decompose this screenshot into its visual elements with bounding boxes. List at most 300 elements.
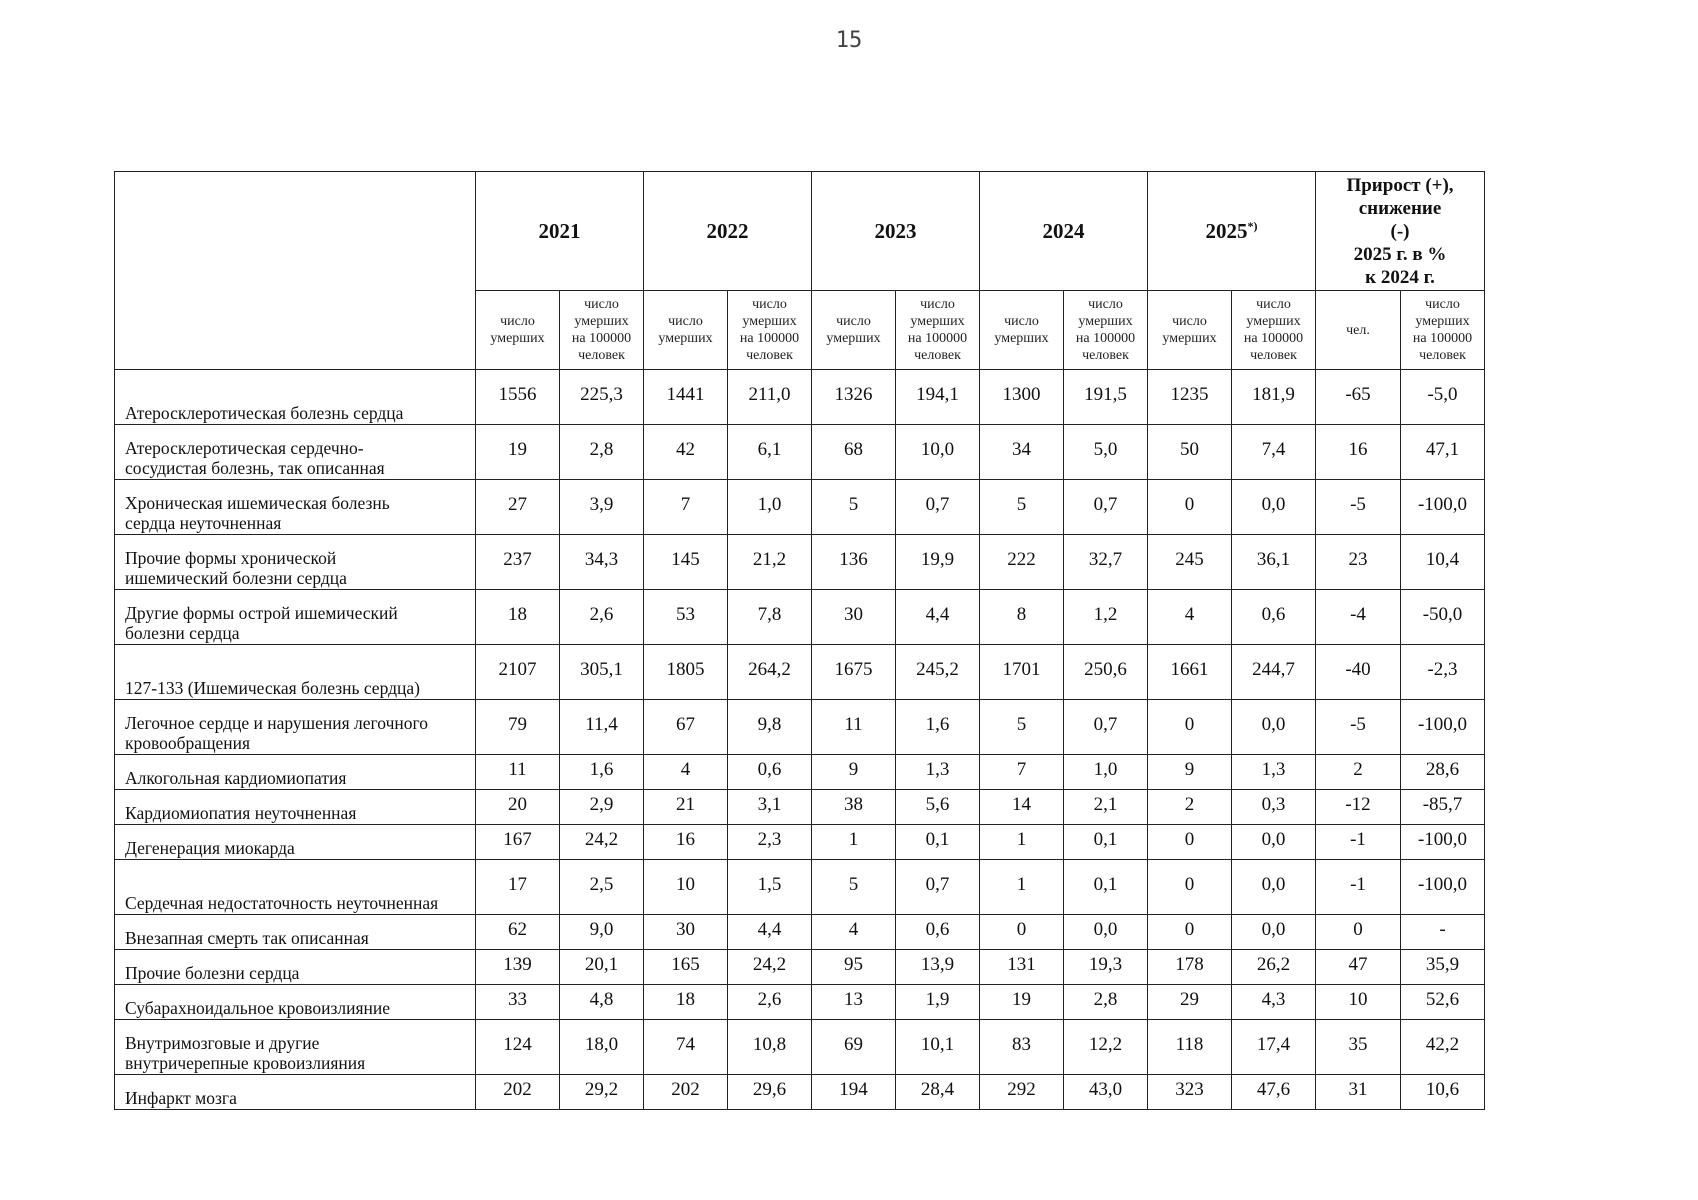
value-cell: - — [1401, 915, 1485, 950]
table-row — [115, 370, 1485, 425]
value-cell: 191,5 — [1064, 370, 1148, 425]
subheader-rate-per-100000-line: человек — [578, 348, 625, 363]
subheader-deaths-line: умерших — [1162, 331, 1217, 346]
value-cell: 2,6 — [560, 590, 644, 645]
value-cell: 2,9 — [560, 790, 644, 825]
row-label — [115, 1075, 476, 1110]
value-cell: 29 — [1148, 985, 1232, 1020]
row-label-line: сосудистая болезнь, так описанная — [125, 458, 385, 478]
subheader-rate-per-100000 — [1401, 291, 1485, 370]
value-cell: 50 — [1148, 425, 1232, 480]
value-cell: 124 — [476, 1020, 560, 1075]
value-cell: 225,3 — [560, 370, 644, 425]
subheader-deaths-line: число — [1172, 314, 1207, 329]
value-cell: -12 — [1316, 790, 1401, 825]
value-cell: 1,0 — [1064, 755, 1148, 790]
value-cell: 0,1 — [896, 825, 980, 860]
value-cell: 0 — [1148, 860, 1232, 915]
value-cell: 19 — [476, 425, 560, 480]
value-cell: 244,7 — [1232, 645, 1316, 700]
subheader-deaths — [1148, 291, 1232, 370]
subheader-rate-per-100000-line: на 100000 — [907, 331, 968, 346]
table-row — [115, 425, 1485, 480]
table-row — [115, 590, 1485, 645]
row-label — [115, 1020, 476, 1075]
row-label — [115, 370, 476, 425]
row-label — [115, 790, 476, 825]
value-cell: 202 — [476, 1075, 560, 1110]
value-cell: 0 — [980, 915, 1064, 950]
value-cell: 0,0 — [1064, 915, 1148, 950]
value-cell: 68 — [812, 425, 896, 480]
value-cell: 139 — [476, 950, 560, 985]
subheader-rate-per-100000-line: умерших — [574, 314, 629, 329]
value-cell: 43,0 — [1064, 1075, 1148, 1110]
row-label — [115, 825, 476, 860]
row-label-line: Алкогольная кардиомиопатия — [125, 768, 347, 788]
row-label-line: Сердечная недостаточность неуточненная — [125, 893, 439, 913]
value-cell: 7,8 — [728, 590, 812, 645]
value-cell: -1 — [1316, 825, 1401, 860]
value-cell: -100,0 — [1401, 825, 1485, 860]
value-cell: 12,2 — [1064, 1020, 1148, 1075]
value-cell: 17 — [476, 860, 560, 915]
row-label — [115, 950, 476, 985]
subheader-rate-per-100000-line: человек — [914, 348, 961, 363]
row-label — [115, 755, 476, 790]
year-header-2025 — [1148, 172, 1316, 291]
value-cell: 5,6 — [896, 790, 980, 825]
value-cell: 2,5 — [560, 860, 644, 915]
value-cell: 34,3 — [560, 535, 644, 590]
growth-header-line: Прирост (+), — [1346, 174, 1454, 196]
value-cell: 2,1 — [1064, 790, 1148, 825]
value-cell: 1,6 — [896, 700, 980, 755]
value-cell: 9 — [812, 755, 896, 790]
growth-header — [1316, 172, 1485, 291]
subheader-rate-per-100000-line: на 100000 — [1243, 331, 1304, 346]
value-cell: 1556 — [476, 370, 560, 425]
value-cell: 0,0 — [1232, 915, 1316, 950]
value-cell: 31 — [1316, 1075, 1401, 1110]
value-cell: 2,8 — [560, 425, 644, 480]
row-label — [115, 480, 476, 535]
row-label — [115, 645, 476, 700]
value-cell: 0 — [1148, 915, 1232, 950]
value-cell: 10,8 — [728, 1020, 812, 1075]
value-cell: 26,2 — [1232, 950, 1316, 985]
row-label-line: Другие формы острой ишемический — [125, 603, 398, 623]
value-cell: 131 — [980, 950, 1064, 985]
value-cell: 222 — [980, 535, 1064, 590]
value-cell: 29,2 — [560, 1075, 644, 1110]
row-label-line: болезни сердца — [125, 623, 240, 643]
value-cell: 10,6 — [1401, 1075, 1485, 1110]
value-cell: 53 — [644, 590, 728, 645]
value-cell: 33 — [476, 985, 560, 1020]
table-row — [115, 1020, 1485, 1075]
table-row — [115, 480, 1485, 535]
value-cell: 62 — [476, 915, 560, 950]
value-cell: 1,2 — [1064, 590, 1148, 645]
row-label-line: Прочие формы хронической — [125, 548, 337, 568]
value-cell: -85,7 — [1401, 790, 1485, 825]
row-label — [115, 425, 476, 480]
value-cell: 245,2 — [896, 645, 980, 700]
subheader-rate-per-100000 — [728, 291, 812, 370]
subheader-rate-per-100000-line: умерших — [742, 314, 797, 329]
value-cell: 4,8 — [560, 985, 644, 1020]
subheader-rate-per-100000-line: умерших — [1078, 314, 1133, 329]
value-cell: 5,0 — [1064, 425, 1148, 480]
row-label — [115, 590, 476, 645]
table-row — [115, 860, 1485, 915]
value-cell: 24,2 — [728, 950, 812, 985]
subheader-persons: чел. — [1316, 291, 1401, 370]
row-label — [115, 860, 476, 915]
value-cell: 5 — [980, 700, 1064, 755]
value-cell: 0,0 — [1232, 860, 1316, 915]
value-cell: 2,6 — [728, 985, 812, 1020]
value-cell: 202 — [644, 1075, 728, 1110]
value-cell: 95 — [812, 950, 896, 985]
value-cell: 194,1 — [896, 370, 980, 425]
value-cell: 7 — [980, 755, 1064, 790]
value-cell: 0,7 — [1064, 480, 1148, 535]
value-cell: 1,5 — [728, 860, 812, 915]
row-label — [115, 915, 476, 950]
value-cell: 0,7 — [896, 480, 980, 535]
value-cell: 145 — [644, 535, 728, 590]
value-cell: 13,9 — [896, 950, 980, 985]
subheader-rate-per-100000-line: на 100000 — [1075, 331, 1136, 346]
value-cell: 2107 — [476, 645, 560, 700]
growth-header-line: 2025 г. в % — [1353, 243, 1447, 265]
value-cell: 3,9 — [560, 480, 644, 535]
row-label-line: Хроническая ишемическая болезнь — [125, 493, 390, 513]
value-cell: 178 — [1148, 950, 1232, 985]
value-cell: 67 — [644, 700, 728, 755]
value-cell: 83 — [980, 1020, 1064, 1075]
value-cell: 10 — [644, 860, 728, 915]
value-cell: 1661 — [1148, 645, 1232, 700]
row-label-line: Атеросклеротическая сердечно- — [125, 438, 364, 458]
row-label-line: кровообращения — [125, 733, 251, 753]
value-cell: 136 — [812, 535, 896, 590]
value-cell: 1 — [980, 825, 1064, 860]
value-cell: -2,3 — [1401, 645, 1485, 700]
value-cell: 21,2 — [728, 535, 812, 590]
subheader-deaths-line: умерших — [826, 331, 881, 346]
subheader-rate-per-100000 — [1064, 291, 1148, 370]
value-cell: 1,0 — [728, 480, 812, 535]
value-cell: 0,6 — [896, 915, 980, 950]
subheader-rate-per-100000-line: умерших — [910, 314, 965, 329]
value-cell: 29,6 — [728, 1075, 812, 1110]
value-cell: -65 — [1316, 370, 1401, 425]
subheader-rate-per-100000-line: число — [920, 297, 955, 312]
year-2025-footnote-mark: *) — [1247, 218, 1258, 233]
value-cell: 0,6 — [728, 755, 812, 790]
value-cell: 0,1 — [1064, 825, 1148, 860]
table-row — [115, 700, 1485, 755]
growth-header-line: снижение — [1358, 197, 1442, 219]
value-cell: 1,9 — [896, 985, 980, 1020]
value-cell: -4 — [1316, 590, 1401, 645]
value-cell: 38 — [812, 790, 896, 825]
mortality-table — [114, 171, 1485, 1110]
value-cell: -5,0 — [1401, 370, 1485, 425]
table-row — [115, 755, 1485, 790]
table-body — [115, 370, 1485, 1110]
row-label-line: Субарахноидальное кровоизлияние — [125, 998, 391, 1018]
value-cell: 1235 — [1148, 370, 1232, 425]
subheader-rate-per-100000-line: на 100000 — [739, 331, 800, 346]
value-cell: 1300 — [980, 370, 1064, 425]
value-cell: 16 — [644, 825, 728, 860]
value-cell: 52,6 — [1401, 985, 1485, 1020]
value-cell: 0,1 — [1064, 860, 1148, 915]
value-cell: -5 — [1316, 480, 1401, 535]
value-cell: 4,4 — [896, 590, 980, 645]
value-cell: 0 — [1148, 700, 1232, 755]
subheader-rate-per-100000 — [1232, 291, 1316, 370]
value-cell: 1,3 — [1232, 755, 1316, 790]
value-cell: 4 — [1148, 590, 1232, 645]
row-label — [115, 535, 476, 590]
value-cell: 0,0 — [1232, 480, 1316, 535]
value-cell: 35,9 — [1401, 950, 1485, 985]
value-cell: 20 — [476, 790, 560, 825]
table-row — [115, 825, 1485, 860]
value-cell: 4 — [644, 755, 728, 790]
value-cell: 1 — [980, 860, 1064, 915]
row-label-line: Дегенерация миокарда — [125, 838, 295, 858]
value-cell: 10,0 — [896, 425, 980, 480]
value-cell: 305,1 — [560, 645, 644, 700]
subheader-deaths-line: число — [1004, 314, 1039, 329]
value-cell: 28,4 — [896, 1075, 980, 1110]
value-cell: 211,0 — [728, 370, 812, 425]
subheader-deaths — [476, 291, 560, 370]
subheader-deaths — [812, 291, 896, 370]
table-row — [115, 915, 1485, 950]
value-cell: -100,0 — [1401, 480, 1485, 535]
row-label-line: Кардиомиопатия неуточненная — [125, 803, 357, 823]
value-cell: 6,1 — [728, 425, 812, 480]
value-cell: 18,0 — [560, 1020, 644, 1075]
value-cell: 167 — [476, 825, 560, 860]
table-row — [115, 950, 1485, 985]
value-cell: 79 — [476, 700, 560, 755]
value-cell: 11 — [812, 700, 896, 755]
subheader-rate-per-100000-line: на 100000 — [571, 331, 632, 346]
year-header-2023: 2023 — [812, 172, 980, 291]
value-cell: 5 — [980, 480, 1064, 535]
value-cell: 9,0 — [560, 915, 644, 950]
value-cell: 4 — [812, 915, 896, 950]
value-cell: 0 — [1316, 915, 1401, 950]
value-cell: 19,3 — [1064, 950, 1148, 985]
value-cell: 2 — [1316, 755, 1401, 790]
value-cell: 0,3 — [1232, 790, 1316, 825]
value-cell: 27 — [476, 480, 560, 535]
subheader-deaths-line: число — [836, 314, 871, 329]
value-cell: 292 — [980, 1075, 1064, 1110]
value-cell: 2 — [1148, 790, 1232, 825]
value-cell: 35 — [1316, 1020, 1401, 1075]
row-label-line: 127-133 (Ишемическая болезнь сердца) — [125, 678, 420, 698]
value-cell: 19 — [980, 985, 1064, 1020]
row-label-line: Внезапная смерть так описанная — [125, 928, 369, 948]
value-cell: 30 — [644, 915, 728, 950]
value-cell: 264,2 — [728, 645, 812, 700]
row-label-line: Внутримозговые и другие — [125, 1033, 320, 1053]
subheader-deaths-line: число — [668, 314, 703, 329]
row-label-line: Инфаркт мозга — [125, 1088, 237, 1108]
value-cell: 14 — [980, 790, 1064, 825]
row-label-line: Прочие болезни сердца — [125, 963, 300, 983]
value-cell: 8 — [980, 590, 1064, 645]
value-cell: 9 — [1148, 755, 1232, 790]
value-cell: 47 — [1316, 950, 1401, 985]
value-cell: 10,1 — [896, 1020, 980, 1075]
value-cell: -5 — [1316, 700, 1401, 755]
value-cell: 28,6 — [1401, 755, 1485, 790]
value-cell: 181,9 — [1232, 370, 1316, 425]
value-cell: 3,1 — [728, 790, 812, 825]
value-cell: -50,0 — [1401, 590, 1485, 645]
value-cell: 250,6 — [1064, 645, 1148, 700]
subheader-rate-per-100000-line: число — [1088, 297, 1123, 312]
table-row — [115, 985, 1485, 1020]
value-cell: 17,4 — [1232, 1020, 1316, 1075]
row-label-line: ишемический болезни сердца — [125, 568, 347, 588]
value-cell: 47,1 — [1401, 425, 1485, 480]
table-row — [115, 535, 1485, 590]
value-cell: 1326 — [812, 370, 896, 425]
subheader-rate-per-100000-line: число — [1425, 297, 1460, 312]
value-cell: 10,4 — [1401, 535, 1485, 590]
table-row — [115, 790, 1485, 825]
value-cell: 19,9 — [896, 535, 980, 590]
page-number: 15 — [835, 28, 863, 53]
subheader-rate-per-100000 — [560, 291, 644, 370]
value-cell: 2,3 — [728, 825, 812, 860]
value-cell: 42 — [644, 425, 728, 480]
value-cell: 21 — [644, 790, 728, 825]
value-cell: 20,1 — [560, 950, 644, 985]
subheader-rate-per-100000-line: на 100000 — [1412, 331, 1473, 346]
value-cell: 34 — [980, 425, 1064, 480]
value-cell: 18 — [476, 590, 560, 645]
subheader-rate-per-100000 — [896, 291, 980, 370]
value-cell: 42,2 — [1401, 1020, 1485, 1075]
value-cell: 323 — [1148, 1075, 1232, 1110]
value-cell: 24,2 — [560, 825, 644, 860]
value-cell: 0,0 — [1232, 825, 1316, 860]
subheader-rate-per-100000-line: число — [752, 297, 787, 312]
subheader-rate-per-100000-line: человек — [1082, 348, 1129, 363]
value-cell: 16 — [1316, 425, 1401, 480]
value-cell: -100,0 — [1401, 860, 1485, 915]
row-label-line: Легочное сердце и нарушения легочного — [125, 713, 428, 733]
subheader-rate-per-100000-line: умерших — [1246, 314, 1301, 329]
value-cell: 0,0 — [1232, 700, 1316, 755]
value-cell: 1701 — [980, 645, 1064, 700]
subheader-rate-per-100000-line: человек — [1419, 348, 1466, 363]
subheader-deaths-line: умерших — [658, 331, 713, 346]
row-label — [115, 700, 476, 755]
value-cell: -100,0 — [1401, 700, 1485, 755]
value-cell: 245 — [1148, 535, 1232, 590]
value-cell: 9,8 — [728, 700, 812, 755]
value-cell: 11 — [476, 755, 560, 790]
year-header-2022: 2022 — [644, 172, 812, 291]
value-cell: 4,4 — [728, 915, 812, 950]
subheader-rate-per-100000-line: число — [584, 297, 619, 312]
value-cell: 237 — [476, 535, 560, 590]
value-cell: 10 — [1316, 985, 1401, 1020]
value-cell: 5 — [812, 480, 896, 535]
value-cell: 1805 — [644, 645, 728, 700]
table-row — [115, 1075, 1485, 1110]
subheader-rate-per-100000-line: человек — [1250, 348, 1297, 363]
value-cell: 5 — [812, 860, 896, 915]
row-label-line: Атеросклеротическая болезнь сердца — [125, 403, 404, 423]
value-cell: 118 — [1148, 1020, 1232, 1075]
value-cell: 194 — [812, 1075, 896, 1110]
value-cell: 2,8 — [1064, 985, 1148, 1020]
year-2025-label: 2025 — [1205, 218, 1248, 243]
value-cell: 0,7 — [1064, 700, 1148, 755]
value-cell: 1,6 — [560, 755, 644, 790]
growth-header-line: к 2024 г. — [1365, 266, 1435, 288]
value-cell: 7 — [644, 480, 728, 535]
value-cell: -1 — [1316, 860, 1401, 915]
subheader-deaths-line: умерших — [994, 331, 1049, 346]
value-cell: 4,3 — [1232, 985, 1316, 1020]
subheader-rate-per-100000-line: человек — [746, 348, 793, 363]
value-cell: 1675 — [812, 645, 896, 700]
subheader-deaths — [644, 291, 728, 370]
value-cell: 32,7 — [1064, 535, 1148, 590]
table-row — [115, 645, 1485, 700]
value-cell: 74 — [644, 1020, 728, 1075]
value-cell: 1 — [812, 825, 896, 860]
value-cell: 69 — [812, 1020, 896, 1075]
year-header-2021: 2021 — [476, 172, 644, 291]
value-cell: 13 — [812, 985, 896, 1020]
value-cell: 1,3 — [896, 755, 980, 790]
value-cell: 47,6 — [1232, 1075, 1316, 1110]
value-cell: 1441 — [644, 370, 728, 425]
value-cell: 23 — [1316, 535, 1401, 590]
growth-header-line: (-) — [1390, 220, 1410, 242]
value-cell: 0 — [1148, 825, 1232, 860]
year-header-2024: 2024 — [980, 172, 1148, 291]
value-cell: 165 — [644, 950, 728, 985]
subheader-deaths-line: умерших — [490, 331, 545, 346]
subheader-rate-per-100000-line: число — [1256, 297, 1291, 312]
value-cell: -40 — [1316, 645, 1401, 700]
value-cell: 18 — [644, 985, 728, 1020]
subheader-deaths-line: число — [500, 314, 535, 329]
value-cell: 7,4 — [1232, 425, 1316, 480]
value-cell: 0,6 — [1232, 590, 1316, 645]
header-row-years — [115, 172, 1485, 291]
value-cell: 11,4 — [560, 700, 644, 755]
